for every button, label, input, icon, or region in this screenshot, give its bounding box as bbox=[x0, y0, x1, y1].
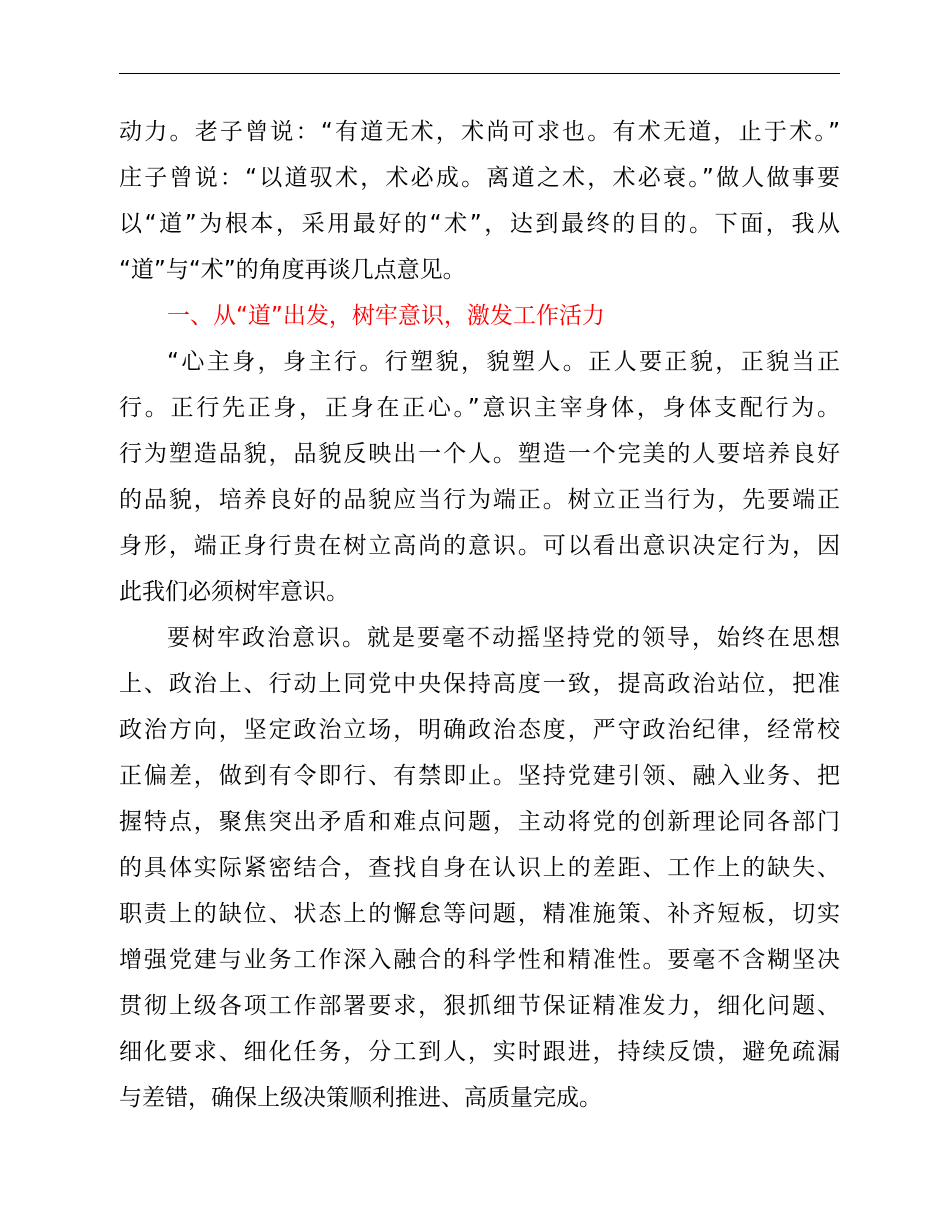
body-line: 庄子曾说：“以道驭术，术必成。离道之术，术必衰。”做人做事要 bbox=[119, 165, 840, 191]
body-line: 的品貌，培养良好的品貌应当行为端正。树立正当行为，先要端正 bbox=[119, 487, 840, 513]
body-line: 动力。老子曾说：“有道无术，术尚可求也。有术无道，止于术。” bbox=[119, 119, 840, 145]
body-line: “心主身，身主行。行塑貌，貌塑人。正人要正貌，正貌当正 bbox=[167, 349, 840, 375]
body-line: 以“道”为根本，采用最好的“术”，达到最终的目的。下面，我从 bbox=[119, 211, 840, 237]
body-line: 身形，端正身行贵在树立高尚的意识。可以看出意识决定行为，因 bbox=[119, 533, 840, 559]
body-line: “道”与“术”的角度再谈几点意见。 bbox=[119, 257, 466, 283]
body-line: 的具体实际紧密结合，查找自身在认识上的差距、工作上的缺失、 bbox=[119, 855, 840, 881]
body-line: 贯彻上级各项工作部署要求，狠抓细节保证精准发力，细化问题、 bbox=[119, 993, 840, 1019]
section-heading: 一、从“道”出发，树牢意识，激发工作活力 bbox=[167, 303, 605, 329]
body-line: 细化要求、细化任务，分工到人，实时跟进，持续反馈，避免疏漏 bbox=[119, 1039, 840, 1065]
body-line: 此我们必须树牢意识。 bbox=[119, 579, 349, 605]
body-line: 要树牢政治意识。就是要毫不动摇坚持党的领导，始终在思想 bbox=[167, 625, 840, 651]
body-line: 增强党建与业务工作深入融合的科学性和精准性。要毫不含糊坚决 bbox=[119, 947, 840, 973]
body-line: 行为塑造品貌，品貌反映出一个人。塑造一个完美的人要培养良好 bbox=[119, 441, 840, 467]
body-line: 与差错，确保上级决策顺利推进、高质量完成。 bbox=[119, 1085, 602, 1111]
body-line: 职责上的缺位、状态上的懈怠等问题，精准施策、补齐短板，切实 bbox=[119, 901, 840, 927]
body-line: 握特点，聚焦突出矛盾和难点问题，主动将党的创新理论同各部门 bbox=[119, 809, 840, 835]
header-rule bbox=[119, 73, 840, 74]
body-line: 行。正行先正身，正身在正心。”意识主宰身体，身体支配行为。 bbox=[119, 395, 840, 421]
body-line: 正偏差，做到有令即行、有禁即止。坚持党建引领、融入业务、把 bbox=[119, 763, 840, 789]
body-line: 上、政治上、行动上同党中央保持高度一致，提高政治站位，把准 bbox=[119, 671, 840, 697]
body-line: 政治方向，坚定政治立场，明确政治态度，严守政治纪律，经常校 bbox=[119, 717, 840, 743]
